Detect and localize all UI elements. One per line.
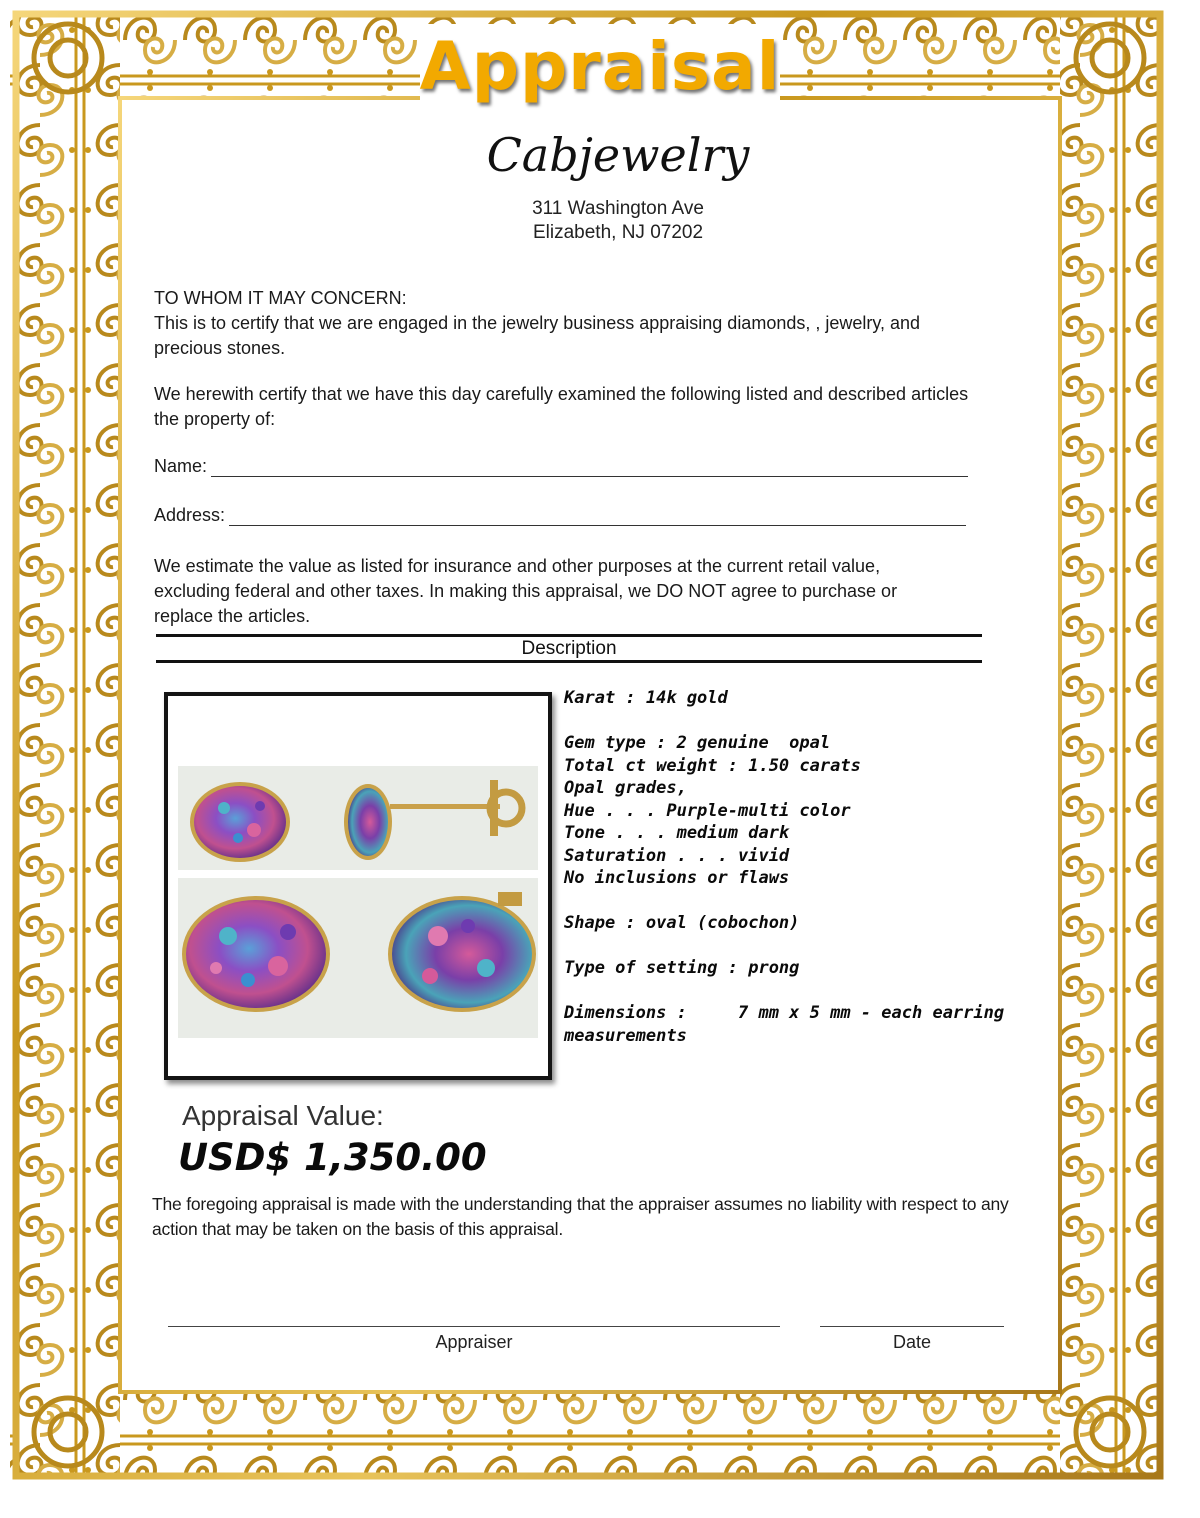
appraiser-label: Appraiser (435, 1332, 513, 1352)
address-field[interactable] (154, 505, 966, 526)
description-rule-bottom (156, 660, 982, 663)
spec-tone: Tone . . . medium dark (564, 823, 790, 843)
address-line-2: Elizabeth, NJ 07202 (532, 222, 704, 243)
spec-dimensions: Dimensions : 7 mm x 5 mm - each earring (564, 1003, 1005, 1023)
appraiser-signature-line[interactable] (168, 1326, 780, 1327)
name-value[interactable] (211, 456, 968, 477)
examined-paragraph: We herewith certify that we have this day carefully examined the following listed and described articles the property of: (154, 384, 969, 429)
page-title: Appraisal (419, 28, 781, 105)
spec-saturation: Saturation . . . vivid (564, 846, 790, 866)
name-field[interactable] (154, 456, 968, 477)
company-name: Cabjewelry (486, 128, 750, 182)
spec-gem-type: Gem type : 2 genuine opal (564, 733, 831, 753)
name-label: Name: (154, 456, 208, 476)
appraisal-value-label: Appraisal Value: (182, 1100, 384, 1131)
description-rule-top (156, 634, 982, 637)
address-value[interactable] (229, 505, 966, 526)
date-label: Date (892, 1332, 932, 1352)
opal-earrings-image (168, 696, 548, 1076)
date-signature-line[interactable] (820, 1326, 1004, 1327)
spec-shape: Shape : oval (cobochon) (564, 913, 800, 933)
spec-dimensions-cont: measurements (564, 1026, 687, 1046)
estimate-paragraph: We estimate the value as listed for insurance and other purposes at the current retail value, excluding federal and other taxes. In making this appraisal, we DO NOT agree to purchase or replace the articles. (154, 556, 898, 626)
certify-paragraph: This is to certify that we are engaged in the jewelry business appraising diamonds, , jewelry, and precious stones. (154, 313, 921, 358)
appraisal-value-amount: USD$ 1,350.00 (178, 1136, 487, 1179)
disclaimer-paragraph: The foregoing appraisal is made with the understanding that the appraiser assumes no liability with respect to any action that may be taken on the basis of this appraisal. (152, 1194, 1009, 1239)
salutation: TO WHOM IT MAY CONCERN: (154, 288, 407, 308)
earring-photo (164, 692, 552, 1080)
spec-setting: Type of setting : prong (564, 958, 800, 978)
address-line-1: 311 Washington Ave (532, 198, 704, 219)
spec-karat: Karat : 14k gold (564, 688, 728, 708)
spec-total-weight: Total ct weight : 1.50 carats (564, 756, 861, 776)
spec-inclusions: No inclusions or flaws (564, 868, 790, 888)
spec-opal-grades: Opal grades, (564, 778, 687, 798)
spec-hue: Hue . . . Purple-multi color (564, 801, 851, 821)
address-label: Address: (154, 505, 226, 525)
description-heading: Description (521, 638, 617, 659)
